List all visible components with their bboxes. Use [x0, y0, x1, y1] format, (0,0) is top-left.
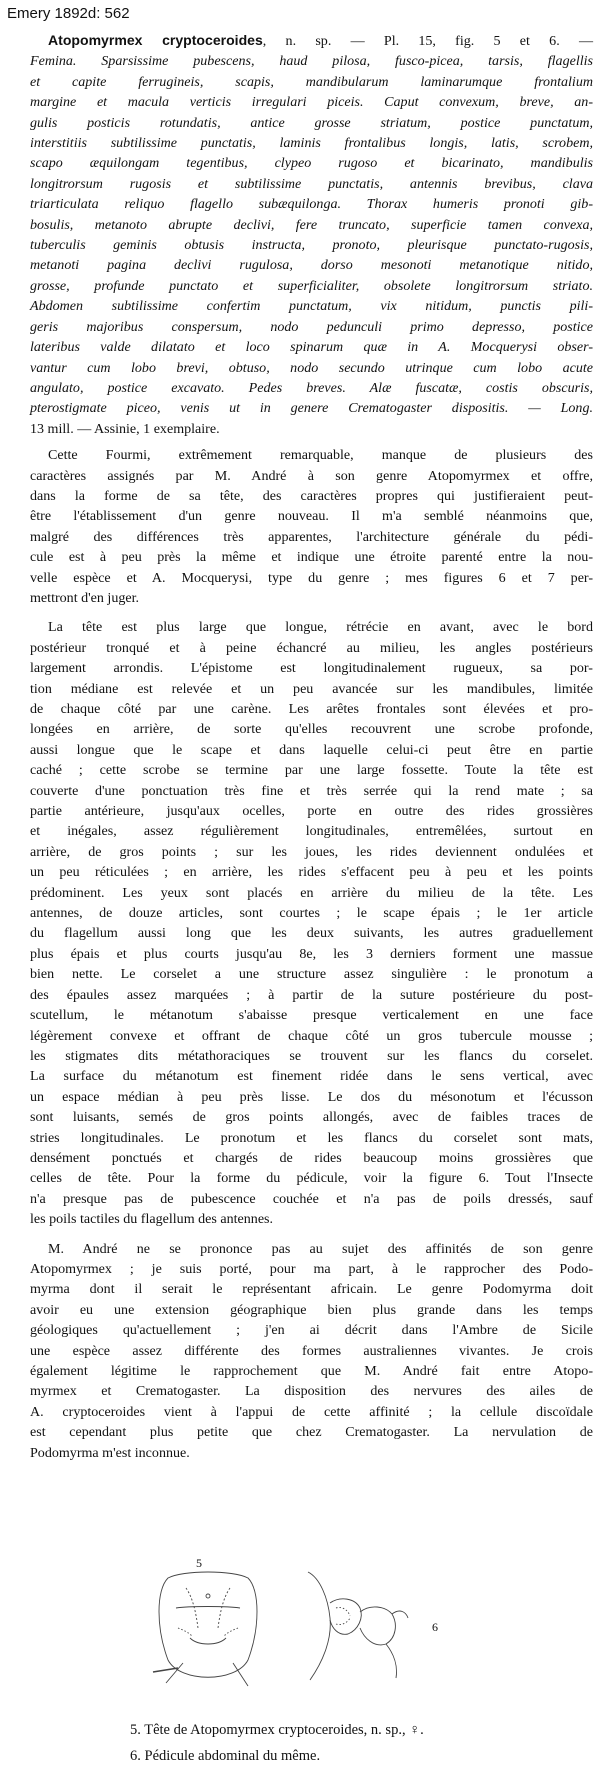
latin-line: vantur cum lobo brevi, obtuso, nodo secundo utrinque cum lobo acute [30, 359, 593, 376]
latin-line: gulis posticis rotundatis, antice grosse striatum, postice punctatum, [30, 114, 593, 131]
text-line: La tête est plus large que longue, rétrécie en avant, avec le bord [48, 619, 593, 636]
text-line: stries longitudinales. Le pronotum et les flancs du corselet sont mats, [30, 1129, 593, 1146]
text-line: scutellum, le métanotum s'abaisse presque verticalement en une face [30, 1007, 593, 1024]
text-line: antennes, de douze articles, sont courtes ; le scape épais ; le 1er article [30, 905, 593, 922]
latin-line: Abdomen subtilissime confertim punctatum, vix nitidum, punctis pili- [30, 298, 593, 315]
figure-area [150, 1556, 490, 1696]
text-line: légèrement convexe et offrant de chaque côté un gros tubercule mousse ; [30, 1027, 593, 1044]
latin-line: grosse, profunde punctato et superficialiter, obsolete longitrorsum striato. [30, 277, 593, 294]
text-line: Cette Fourmi, extrêmement remarquable, manque de plusieurs des [48, 447, 593, 464]
text-line: caractères assignés par M. André à son genre Atopomyrmex et offre, [30, 467, 593, 484]
latin-line: 13 mill. — Assinie, 1 exemplaire. [30, 420, 220, 437]
text-line: de chaque côté par une carène. Les arêtes frontales sont élevées et pro- [30, 701, 593, 717]
text-line: mettront d'en juger. [30, 589, 140, 606]
text-line: cule est à peu près la même et indique une étroite parenté entre la nou- [30, 549, 593, 566]
text-line: malgré des différences très apparentes, l'architecture générale du pédi- [30, 528, 593, 545]
text-line: Atopomyrmex ; je suis porté, pour ma part, à le rapprocher des Podo- [30, 1260, 593, 1277]
text-line: M. André ne se prononce pas au sujet des affinités de son genre [48, 1240, 593, 1257]
figure-5-label: 5 [196, 1556, 202, 1570]
text-line: La surface du métanotum est finement ridée dans le sens vertical, avec [30, 1068, 593, 1085]
text-line: n'a presque pas de pubescence couchée et n'a pas de poils dressés, sauf [30, 1190, 593, 1207]
figure-captions [130, 1717, 424, 1769]
page-reference: Emery 1892d: 562 [7, 5, 130, 22]
latin-line: Femina. Sparsissime pubescens, haud pilosa, fusco-picea, tarsis, flagellis [30, 53, 593, 70]
text-line: être l'établissement d'un genre nouveau. Il m'a semblé néanmoins que, [30, 508, 593, 525]
text-line: un espace médian à peu près lisse. Le dos du mésonotum et l'écusson [30, 1088, 593, 1105]
text-line: tion médiane est relevée et un peu avancée sur les mandibules, limitée [30, 680, 593, 697]
figure-5-head-drawing [148, 1568, 268, 1698]
text-line: densément ponctués et chargés de rides beaucoup moins grossières que [30, 1149, 593, 1166]
paragraph-1 [30, 445, 593, 608]
text-line: myrma dont il serait le représentant africain. Le genre Podomyrma doit [30, 1281, 593, 1298]
latin-line: lateribus valde dilatato et loco spinarum quæ in A. Mocquerysi obser- [30, 339, 593, 356]
latin-line: metanoti pagina declivi rugulosa, dorso mesonoti metanotique nitido, [30, 257, 593, 274]
caption-fig6: 6. Pédicule abdominal du même. [130, 1748, 321, 1764]
latin-line: angulato, postice excavato. Pedes breves. Alæ fuscatæ, costis obscuris, [30, 379, 593, 396]
text-line: et inégales, assez régulièrement longitudinales, entremêlées, surtout en [30, 823, 593, 840]
latin-line: et capite ferrugineis, scapis, mandibularum laminarumque frontalium [30, 73, 593, 90]
document-body [30, 30, 593, 1472]
text-line: les poils tactiles du flagellum des antennes. [30, 1211, 274, 1228]
text-line: velle espèce et A. Mocquerysi, type du genre ; mes figures 6 et 7 per- [30, 569, 593, 586]
paragraph-3 [30, 1239, 593, 1463]
text-line: plus épais et plus courts jusqu'au 8e, les 3 derniers forment une massue [30, 945, 593, 962]
latin-line: tuberculis geminis obtusis instructa, pronoto, pleurisque punctato-rugosis, [30, 237, 593, 254]
latin-description [30, 30, 593, 439]
species-heading-line [30, 30, 593, 51]
latin-line: longitrorsum rugosis et subtilissime punctatis, antennis brevibus, clava [30, 175, 593, 192]
text-line: bien nette. Le corselet a une structure assez singulière : le pronotum a [30, 966, 593, 983]
latin-line: geris majoribus conspersum, nodo pedunculi primo depresso, postice [30, 318, 593, 335]
paragraph-2 [30, 617, 593, 1229]
text-line: une espèce assez différente des formes australiennes vivantes. Je crois [30, 1342, 593, 1359]
text-line: dans la forme de sa tête, des caractères propres qui justifieraient peut- [30, 487, 593, 504]
latin-line: bosulis, metanoto abrupte declivi, fere truncato, superficie tamen convexa, [30, 216, 593, 233]
text-line: avoir eu une extension géographique bien plus grande dans les temps [30, 1301, 593, 1318]
text-line: un peu réticulées ; en arrière, les rides s'effacent peu à peu et les points [30, 864, 593, 881]
text-line: postérieur tronqué et à peine échancré au milieu, les angles postérieurs [30, 639, 593, 656]
text-line: Podomyrma m'est inconnue. [30, 1444, 190, 1461]
text-line: celles de tête. Pour la forme du pédicule, voir la figure 6. Tout l'Insecte [30, 1170, 593, 1187]
text-line: largement arrondis. L'épistome est longitudinalement rugueux, sa por- [30, 660, 593, 677]
text-line: sont luisants, semés de gros points allongés, avec de faibles traces de [30, 1109, 593, 1126]
text-line: est cependant plus petite que chez Crematogaster. La nervulation de [30, 1424, 593, 1441]
text-line: aussi longue que le scape et dans laquelle celui-ci peut être en partie [30, 741, 593, 758]
text-line: couverte d'une ponctuation très fine et très serrée qui la rend mate ; sa [30, 782, 593, 799]
text-line: myrmex et Crematogaster. La disposition des nervures des ailes de [30, 1383, 593, 1400]
figure-6-pedicel-drawing [300, 1568, 410, 1688]
text-line: prédominent. Les yeux sont placés en arrière du milieu de la tête. Les [30, 884, 593, 901]
text-line: les stigmates dits métathoraciques se trouvent sur les flancs du corselet. [30, 1047, 593, 1064]
text-line: partie antérieure, jusqu'aux ocelles, porte en outre des rides grossières [30, 803, 593, 820]
figure-6-label: 6 [432, 1620, 438, 1634]
text-line: des épaules assez marquées ; à partir de la suture postérieure du post- [30, 986, 593, 1003]
text-line: également légitime le rapprochement que M. André fait entre Atopo- [30, 1363, 593, 1379]
species-title: Atopomyrmex cryptoceroides [48, 32, 263, 48]
latin-line: scapo æquilongam tegentibus, clypeo rugoso et bicarinato, mandibulis [30, 155, 593, 172]
text-line: caché ; cette scrobe se termine par une large fossette. Toute la tête est [30, 762, 593, 779]
text-line: A. cryptoceroides vient à l'appui de cette affinité ; la cellule discoïdale [30, 1403, 593, 1420]
latin-line: pterostigmate piceo, venis ut in genere Crematogaster dispositis. — Long. [30, 400, 593, 417]
text-line: longées en arrière, de sorte qu'elles recouvrent une scrobe profonde, [30, 721, 593, 738]
latin-line: triarticulata reliquo flagello subæquilonga. Thorax humeris pronoti gib- [30, 196, 593, 213]
text-line: du flagellum aussi long que les deux suivants, les autres graduellement [30, 925, 593, 942]
latin-line: margine et macula verticis irregulari piceis. Caput convexum, breve, an- [30, 94, 593, 111]
species-heading-rest: , n. sp. — Pl. 15, fig. 5 et 6. — [262, 33, 593, 49]
text-line: géologiques qu'actuellement ; j'en ai décrit dans l'Ambre de Sicile [30, 1322, 593, 1339]
caption-fig5: 5. Tête de Atopomyrmex cryptoceroides, n. sp., ♀. [130, 1722, 424, 1738]
latin-line: interstitiis subtilissime punctatis, laminis frontalibus longis, latis, scrobem, [30, 135, 593, 152]
text-line: arrière, de gros points ; sur les joues, les rides deviennent ondulées et [30, 843, 593, 860]
